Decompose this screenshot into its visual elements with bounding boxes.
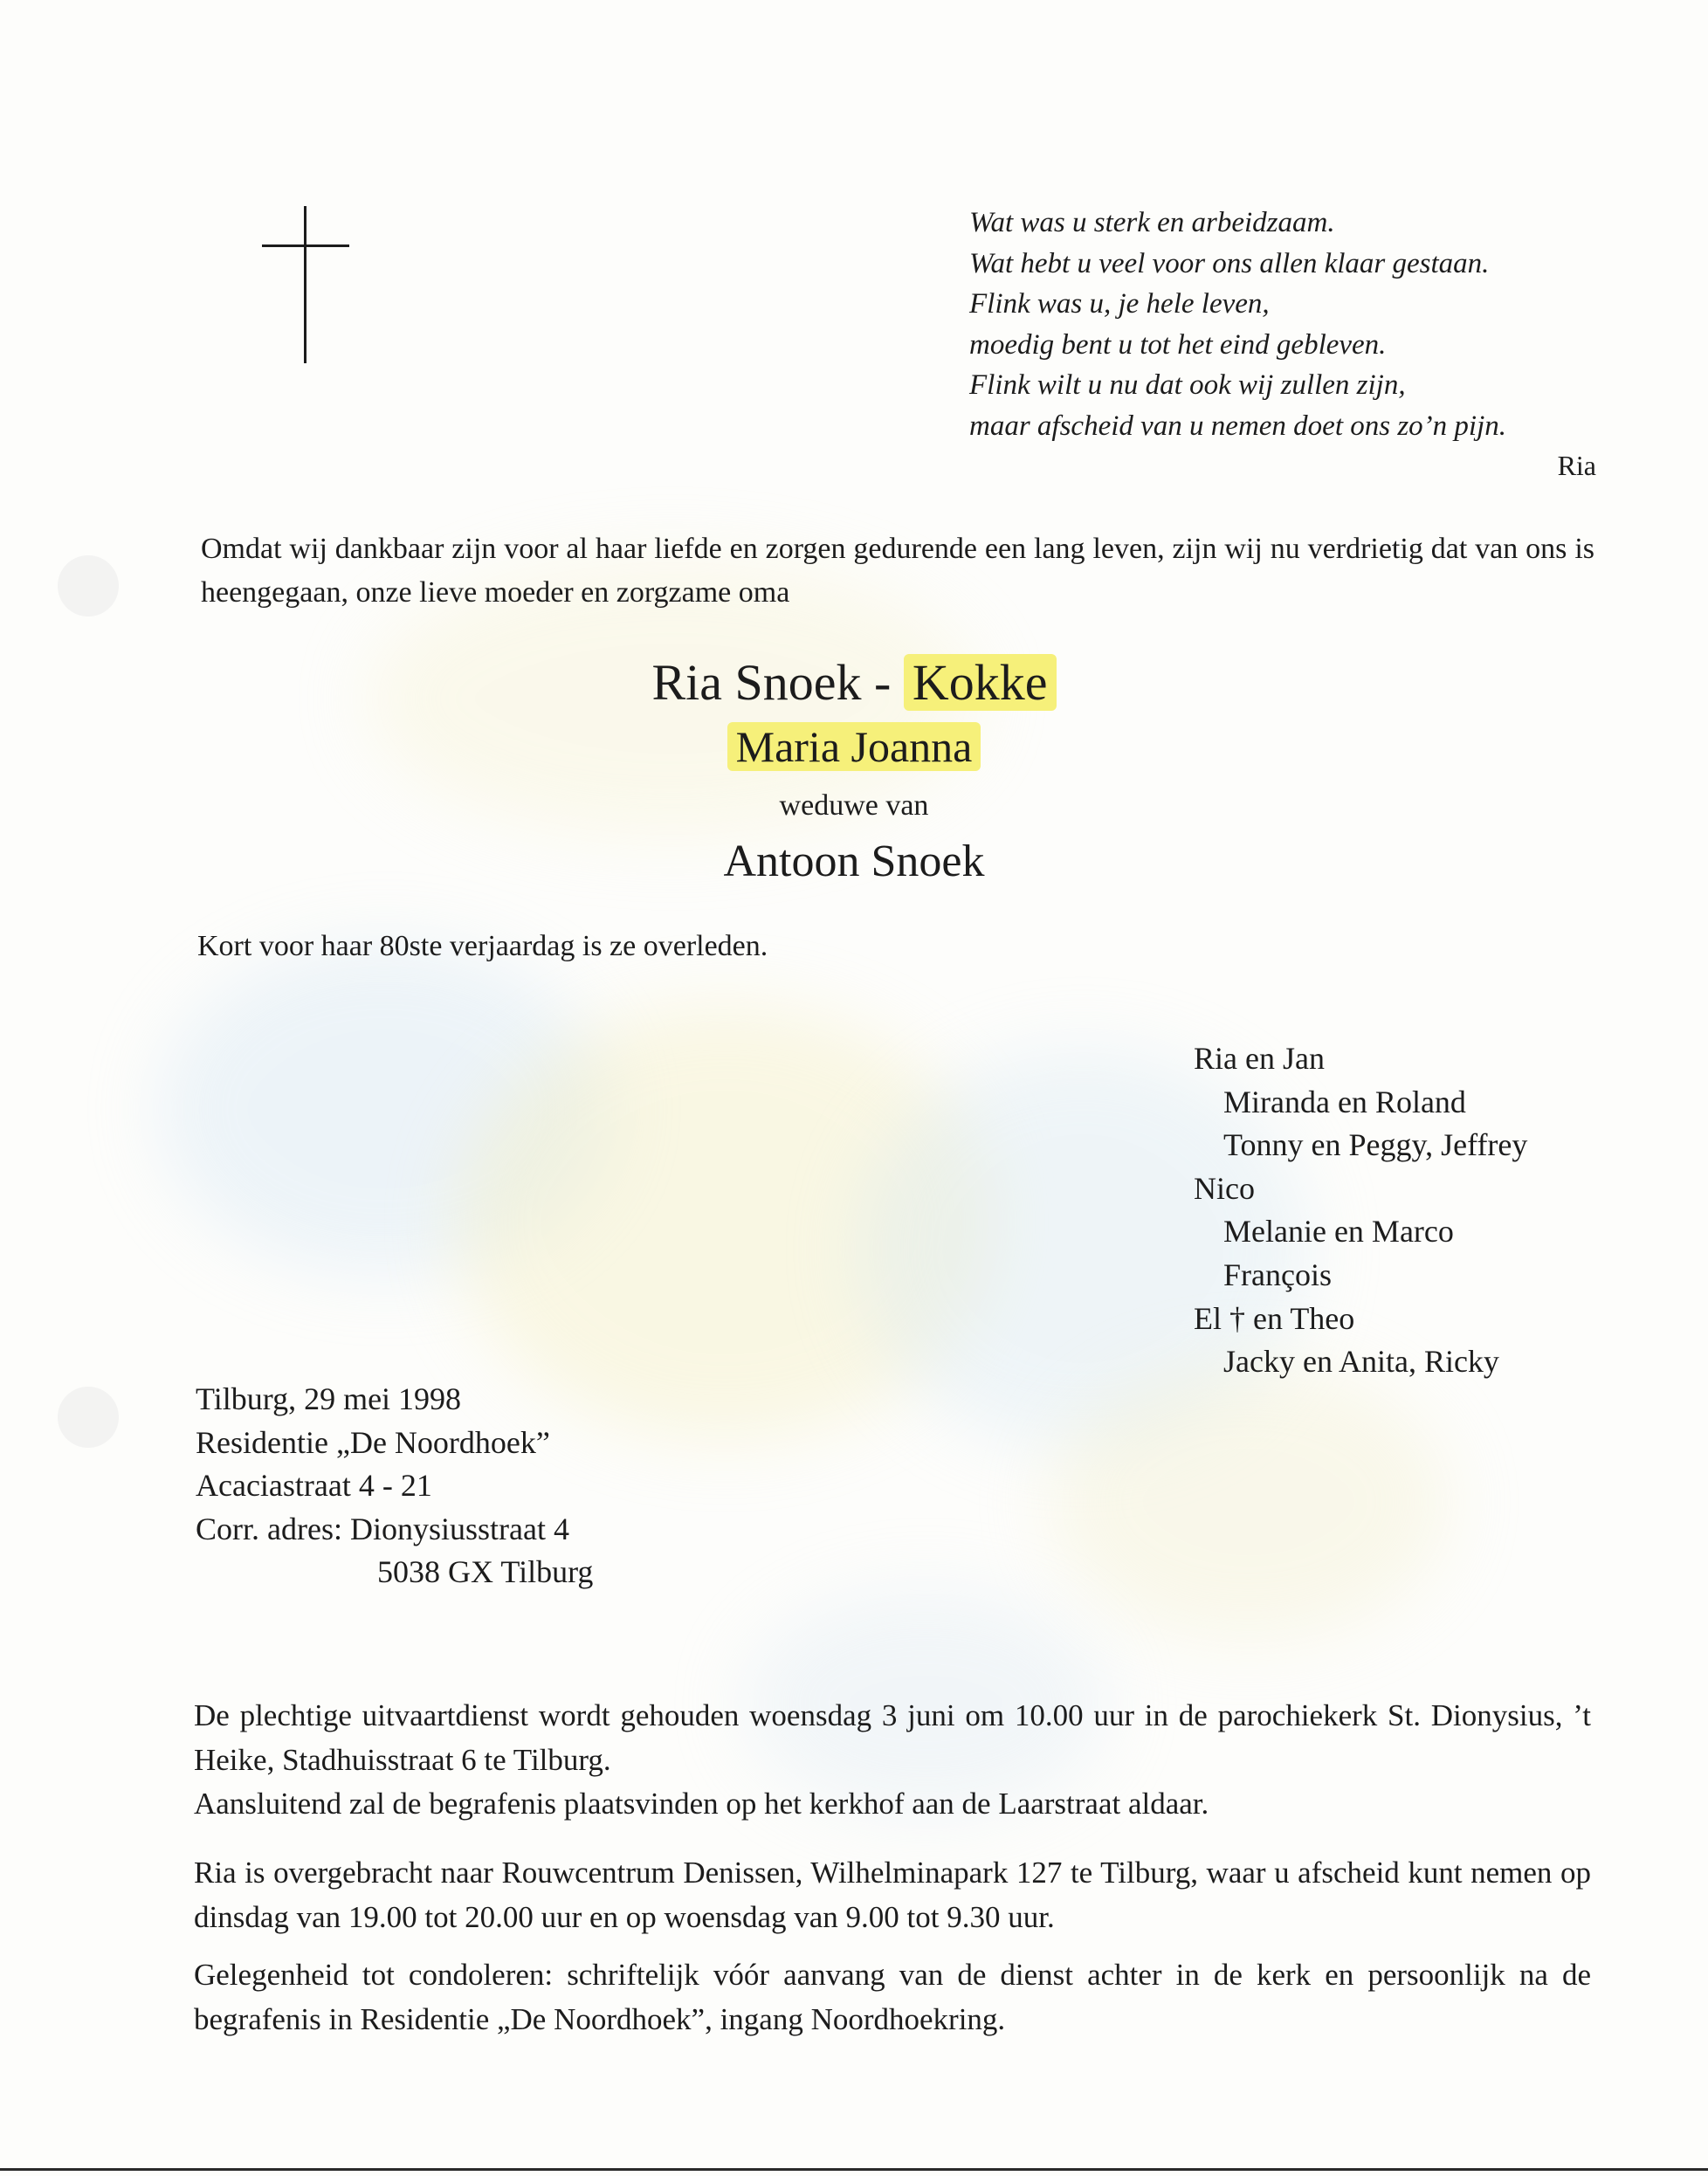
intro-paragraph: Omdat wij dankbaar zijn voor al haar liefde en zorgen gedurende een lang leven, zijn wij nu verdrietig dat van ons is heengegaan, onze lieve moeder en zorgzame oma: [201, 533, 1594, 609]
poem-line: moedig bent u tot het eind gebleven.: [969, 328, 1387, 361]
poem-signature: Ria: [1557, 450, 1596, 481]
given-names-text: Maria Joanna: [727, 722, 981, 771]
poem-line: maar afscheid van u nemen doet ons zo’n pijn.: [969, 410, 1506, 442]
family-member: Miranda en Roland: [1223, 1084, 1466, 1119]
background-watercolor: [1048, 1362, 1450, 1642]
poem-line: Wat hebt u veel voor ons allen klaar gestaan.: [969, 247, 1490, 279]
condolence-info: Gelegenheid tot condoleren: schriftelijk vóór aanvang van de dienst achter in de kerk en persoonlijk na de begrafenis in Residentie „De Noordhoek”, ingang Noordhoekring.: [194, 1958, 1591, 2036]
place-date: Tilburg, 29 mei 1998: [196, 1381, 462, 1416]
family-member: Tonny en Peggy, Jeffrey: [1223, 1127, 1528, 1163]
punch-hole: [58, 555, 119, 616]
memorial-poem: [969, 203, 1598, 481]
widow-of-label: weduwe van: [779, 789, 929, 822]
family-member: Ria en Jan: [1194, 1041, 1325, 1076]
passed-note: Kort voor haar 80ste verjaardag is ze overleden.: [197, 930, 768, 962]
service-info: [194, 1694, 1591, 1827]
family-member: Jacky en Anita, Ricky: [1223, 1344, 1499, 1380]
family-member: Melanie en Marco: [1223, 1214, 1454, 1250]
cross-icon: [262, 206, 349, 363]
family-member: François: [1223, 1257, 1332, 1292]
family-list: [1194, 1037, 1527, 1384]
husband-name: Antoon Snoek: [723, 837, 985, 886]
given-names: [0, 721, 1708, 772]
poem-line: Flink wilt u nu dat ook wij zullen zijn,: [969, 369, 1406, 401]
deceased-name-first: Ria Snoek -: [651, 654, 892, 711]
deceased-name: [0, 653, 1708, 712]
poem-line: Flink was u, je hele leven,: [969, 288, 1270, 320]
street-address: Acaciastraat 4 - 21: [196, 1468, 432, 1503]
poem-line: Wat was u sterk en arbeidzaam.: [969, 207, 1335, 238]
punch-hole: [58, 1387, 119, 1448]
deceased-maiden-name: Kokke: [904, 654, 1057, 711]
address-block: [196, 1378, 593, 1594]
postcode-city: 5038 GX Tilburg: [377, 1554, 594, 1589]
scan-edge-line: [0, 2168, 1708, 2171]
residence: Residentie „De Noordhoek”: [196, 1424, 550, 1460]
service-details: De plechtige uitvaartdienst wordt gehouden woensdag 3 juni om 10.00 uur in de parochiekerk St. Dionysius, ’t Heike, Stadhuisstraat 6 te Tilburg.: [194, 1698, 1591, 1777]
family-member: El † en Theo: [1194, 1300, 1355, 1336]
viewing-info: Ria is overgebracht naar Rouwcentrum Denissen, Wilhelminapark 127 te Tilburg, waar u afscheid kunt nemen op dinsdag van 19.00 tot 20.00 uur en op woensdag van 9.00 tot 9.30 uur.: [194, 1856, 1591, 1934]
family-member: Nico: [1194, 1170, 1255, 1206]
correspondence-address: Corr. adres: Dionysiusstraat 4: [196, 1511, 569, 1546]
burial-details: Aansluitend zal de begrafenis plaatsvinden op het kerkhof aan de Laarstraat aldaar.: [194, 1787, 1209, 1821]
